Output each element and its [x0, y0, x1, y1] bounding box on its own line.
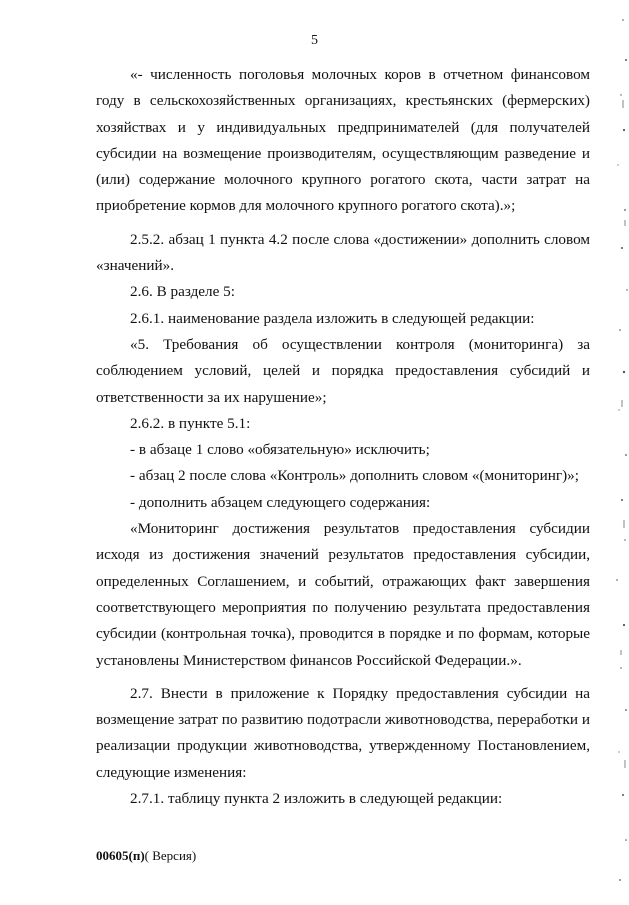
footer-version: ( Версия) — [144, 848, 197, 863]
document-footer — [96, 848, 196, 864]
paragraph-bullet-2: - абзац 2 после слова «Контроль» дополнить словом «(мониторинг)»; — [130, 467, 579, 485]
scan-noise-edge — [593, 0, 629, 905]
paragraph-quote-cows: «- численность поголовья молочных коров в отчетном финансовом году в сельскохозяйственных организациях, крестьянских (фермерских) хозяйствах и у индивидуальных предпринимателей (для получателей субсидии на возмещение производителям, осуществляющим разведение и (или) содержание молочного крупного рогатого скота, части затрат на приобретение кормов для молочного крупного рогатого скота).»; — [96, 66, 590, 215]
paragraph-2-7: 2.7. Внести в приложение к Порядку предоставления субсидии на возмещение затрат по развитию подотрасли животноводства, переработки и реализации продукции животноводства, утвержденному Постановлением, следующие изменения: — [96, 684, 590, 781]
page-number: 5 — [311, 33, 318, 48]
paragraph-bullet-1: - в абзаце 1 слово «обязательную» исключить; — [130, 441, 430, 459]
paragraph-2-6: 2.6. В разделе 5: — [130, 283, 235, 301]
paragraph-2-7-1: 2.7.1. таблицу пункта 2 изложить в следующей редакции: — [130, 790, 503, 808]
paragraph-section-5-title: «5. Требования об осуществлении контроля (мониторинга) за соблюдением условий, целей и порядка предоставления субсидий и ответственности за их нарушение»; — [96, 335, 590, 406]
paragraph-bullet-3: - дополнить абзацем следующего содержания: — [130, 493, 431, 511]
document-body — [96, 62, 590, 812]
paragraph-2-6-2: 2.6.2. в пункте 5.1: — [130, 414, 251, 432]
paragraph-2-6-1: 2.6.1. наименование раздела изложить в следующей редакции: — [130, 309, 535, 327]
paragraph-2-5-2: 2.5.2. абзац 1 пункта 4.2 после слова «достижении» дополнить словом «значений». — [96, 230, 590, 275]
footer-code: 00605(п) — [96, 848, 145, 863]
paragraph-monitoring: «Мониторинг достижения результатов предоставления субсидии исходя из достижения значений результатов предоставления субсидии, определенных Соглашением, и событий, отражающих факт завершения соответствующего мероприятия по получению результата предоставления субсидии (контрольная точка), проводится в порядке и по формам, которые установлены Министерством финансов Российской Федерации.». — [96, 520, 590, 669]
